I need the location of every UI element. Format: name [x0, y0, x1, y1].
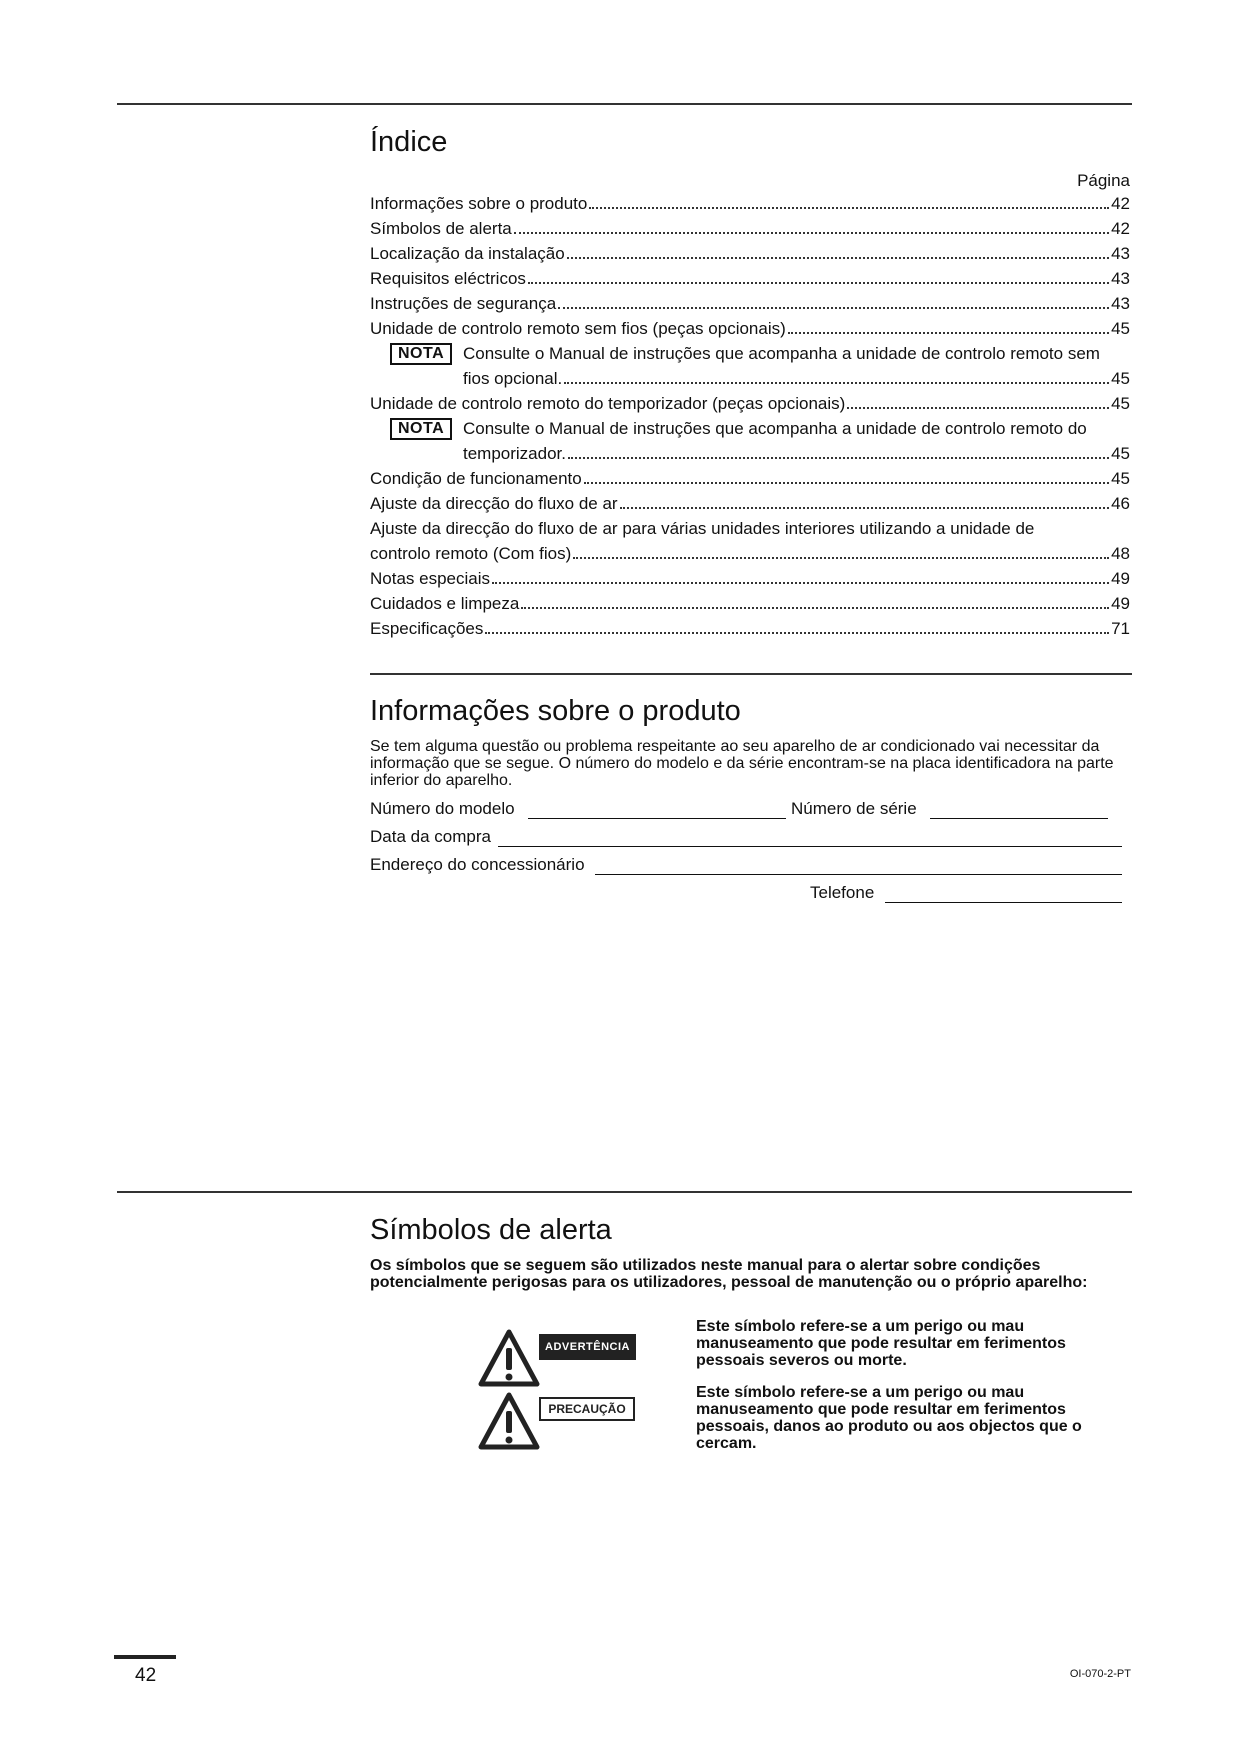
index-section: [370, 128, 1130, 641]
alert-symbols-section: [370, 1216, 1130, 1291]
toc-entry[interactable]: temporizador. 45: [463, 444, 1130, 463]
alert-symbols-title: Símbolos de alerta: [370, 1214, 612, 1246]
footer-rule: [114, 1655, 176, 1659]
document-code: OI-070-2-PT: [1069, 1668, 1131, 1680]
caution-description: Este símbolo refere-se a um perigo ou mau manuseamento que pode resultar em ferimentos pessoais, danos ao produto ou aos objectos que o cercam.: [696, 1384, 1082, 1452]
nota-text: Consulte o Manual de instruções que acompanha a unidade de controlo remoto do: [463, 419, 1087, 438]
nota-wireless: [370, 341, 1130, 391]
warning-description: Este símbolo refere-se a um perigo ou mau manuseamento que pode resultar em ferimentos pessoais severos ou morte.: [696, 1318, 1066, 1369]
product-info-title: Informações sobre o produto: [370, 695, 741, 727]
nota-text: Consulte o Manual de instruções que acompanha a unidade de controlo remoto sem: [463, 344, 1100, 363]
toc-entry[interactable]: Instruções de segurança 43: [370, 294, 1130, 313]
dealer-label: Endereço do concessionário: [370, 855, 585, 874]
index-title: Índice: [370, 126, 448, 158]
toc-entry[interactable]: Cuidados e limpeza 49: [370, 594, 1130, 613]
toc-entry[interactable]: Símbolos de alerta 42: [370, 219, 1130, 238]
phone-field[interactable]: [885, 902, 1122, 903]
purchase-row: [370, 827, 1130, 855]
purchase-label: Data da compra: [370, 827, 491, 846]
toc-entry[interactable]: Requisitos eléctricos 43: [370, 269, 1130, 288]
warning-symbol: [478, 1328, 638, 1388]
caution-triangle-icon: [478, 1391, 540, 1451]
toc-entry[interactable]: Especificações 71: [370, 619, 1130, 638]
dealer-field[interactable]: [595, 874, 1122, 875]
toc-entry[interactable]: Localização da instalação 43: [370, 244, 1130, 263]
section-divider: [370, 673, 1132, 675]
nota-timer: [370, 416, 1130, 466]
product-info-paragraph: Se tem alguma questão ou problema respeitante ao seu aparelho de ar condicionado vai necessitar da informação que se segue. O número do modelo e da série encontram-se na placa identificadora na parte inferior do aparelho.: [370, 738, 1114, 789]
serial-field[interactable]: [930, 818, 1108, 819]
toc-entry[interactable]: fios opcional. 45: [463, 369, 1130, 388]
model-serial-row: [370, 799, 1130, 827]
dealer-row: [370, 855, 1130, 883]
warning-badge: ADVERTÊNCIA: [539, 1334, 636, 1360]
product-info-section: [370, 697, 1130, 911]
page-column-label: Página: [1077, 171, 1130, 190]
nota-badge: NOTA: [390, 418, 452, 440]
alert-intro: Os símbolos que se seguem são utilizados neste manual para o alertar sobre condições potencialmente perigosas para os utilizadores, pessoal de manutenção ou o próprio aparelho:: [370, 1257, 1088, 1291]
toc-entry-multiline[interactable]: Ajuste da direcção do fluxo de ar para várias unidades interiores utilizando a unidade de controlo remoto (Com fios) 48: [370, 519, 1130, 563]
toc-entry[interactable]: Unidade de controlo remoto do temporizador (peças opcionais) 45: [370, 394, 1130, 413]
toc-entry[interactable]: Condição de funcionamento 45: [370, 469, 1130, 488]
caution-badge: PRECAUÇÃO: [539, 1397, 635, 1421]
purchase-field[interactable]: [498, 846, 1122, 847]
caution-symbol: [478, 1391, 638, 1451]
model-field[interactable]: [528, 818, 786, 819]
toc-entry[interactable]: Ajuste da direcção do fluxo de ar 46: [370, 494, 1130, 513]
top-divider: [117, 103, 1132, 105]
toc-entry[interactable]: Unidade de controlo remoto sem fios (peças opcionais) 45: [370, 319, 1130, 338]
section-divider: [117, 1191, 1132, 1193]
toc-list: [370, 191, 1130, 641]
toc-entry[interactable]: Notas especiais 49: [370, 569, 1130, 588]
serial-label: Número de série: [791, 799, 917, 818]
toc-entry[interactable]: Informações sobre o produto 42: [370, 194, 1130, 213]
warning-triangle-icon: [478, 1328, 540, 1388]
page-number: 42: [135, 1665, 157, 1686]
phone-label: Telefone: [810, 883, 875, 902]
model-label: Número do modelo: [370, 799, 515, 818]
nota-badge: NOTA: [390, 343, 452, 365]
phone-row: [370, 883, 1130, 911]
